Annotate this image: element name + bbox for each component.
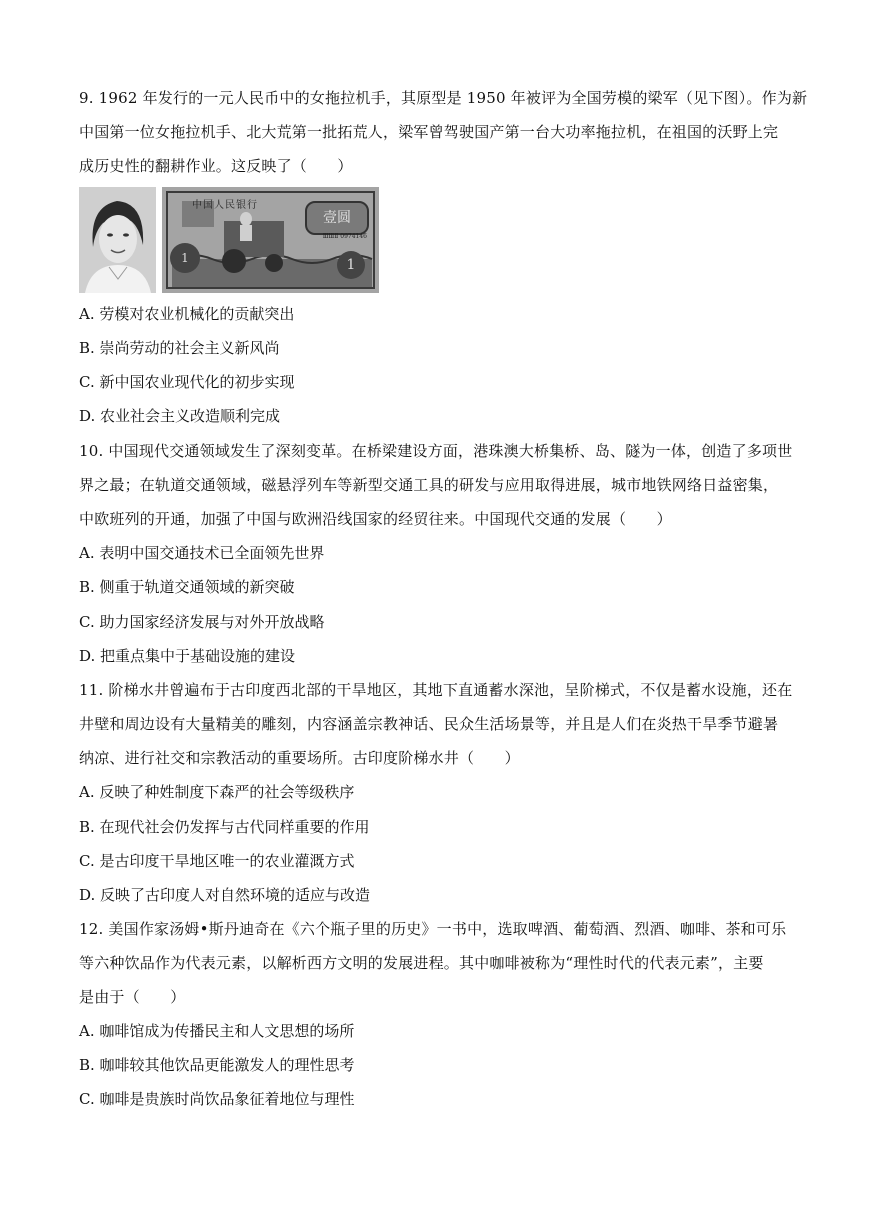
q10-option-d: D. 把重点集中于基础设施的建设 [79, 647, 296, 665]
q12-option-a: A. 咖啡馆成为传播民主和人文思想的场所 [79, 1022, 355, 1040]
q11-option-b: B. 在现代社会仍发挥与古代同样重要的作用 [79, 818, 370, 836]
q10-option-a: A. 表明中国交通技术已全面领先世界 [79, 544, 325, 562]
one-yuan-banknote [162, 187, 379, 293]
q11-option-c: C. 是古印度干旱地区唯一的农业灌溉方式 [79, 852, 355, 870]
q12-option-c: C. 咖啡是贵族时尚饮品象征着地位与理性 [79, 1090, 355, 1108]
q9-stem-line-1: 9. 1962 年发行的一元人民币中的女拖拉机手，其原型是 1950 年被评为全国劳模的梁军（见下图）。作为新 [79, 89, 808, 107]
portrait-illustration [79, 187, 156, 293]
q12-stem-line-1: 12. 美国作家汤姆•斯丹迪奇在《六个瓶子里的历史》一书中，选取啤酒、葡萄酒、烈酒、咖啡、茶和可乐 [79, 920, 787, 938]
q10-stem-line-3: 中欧班列的开通，加强了中国与欧洲沿线国家的经贸往来。中国现代交通的发展（ ） [79, 510, 672, 528]
q12-option-b: B. 咖啡较其他饮品更能激发人的理性思考 [79, 1056, 355, 1074]
q12-stem-line-2: 等六种饮品作为代表元素，以解析西方文明的发展进程。其中咖啡被称为“理性时代的代表元素”，主要 [79, 954, 764, 972]
q10-stem-line-1: 10. 中国现代交通领域发生了深刻变革。在桥梁建设方面，港珠澳大桥集桥、岛、隧为一体，创造了多项世 [79, 442, 793, 460]
q11-option-a: A. 反映了种姓制度下森严的社会等级秩序 [79, 783, 355, 801]
q9-figure [79, 187, 379, 293]
banknote-numeral-left: 1 [170, 243, 200, 273]
banknote-numeral-right: 1 [337, 251, 365, 279]
q10-option-b: B. 侧重于轨道交通领域的新突破 [79, 578, 295, 596]
banknote-serial: ⅢⅢⅡ 0974146 [322, 233, 367, 240]
q10-option-c: C. 助力国家经济发展与对外开放战略 [79, 613, 325, 631]
q12-stem-line-3: 是由于（ ） [79, 988, 186, 1006]
q11-stem-line-1: 11. 阶梯水井曾遍布于古印度西北部的干旱地区，其地下直通蓄水深池，呈阶梯式，不仅是蓄水设施，还在 [79, 681, 793, 699]
portrait-photo [79, 187, 156, 293]
q9-option-d: D. 农业社会主义改造顺利完成 [79, 407, 281, 425]
q9-option-c: C. 新中国农业现代化的初步实现 [79, 373, 295, 391]
q10-stem-line-2: 界之最；在轨道交通领域，磁悬浮列车等新型交通工具的研发与应用取得进展，城市地铁网络日益密集， [79, 476, 779, 494]
q9-option-a: A. 劳模对农业机械化的贡献突出 [79, 305, 295, 323]
q9-stem-line-2: 中国第一位女拖拉机手、北大荒第一批拓荒人，梁军曾驾驶国产第一台大功率拖拉机，在祖国的沃野上完 [79, 123, 779, 141]
q11-stem-line-3: 纳凉、进行社交和宗教活动的重要场所。古印度阶梯水井（ ） [79, 749, 520, 767]
banknote-bank-name: 中国人民银行 [192, 200, 258, 211]
banknote-value-text: 壹圆 [305, 201, 369, 235]
q11-option-d: D. 反映了古印度人对自然环境的适应与改造 [79, 886, 371, 904]
q9-option-b: B. 崇尚劳动的社会主义新风尚 [79, 339, 280, 357]
q9-stem-line-3: 成历史性的翻耕作业。这反映了（ ） [79, 157, 353, 175]
q11-stem-line-2: 井壁和周边设有大量精美的雕刻，内容涵盖宗教神话、民众生活场景等，并且是人们在炎热干旱季节避暑 [79, 715, 779, 733]
